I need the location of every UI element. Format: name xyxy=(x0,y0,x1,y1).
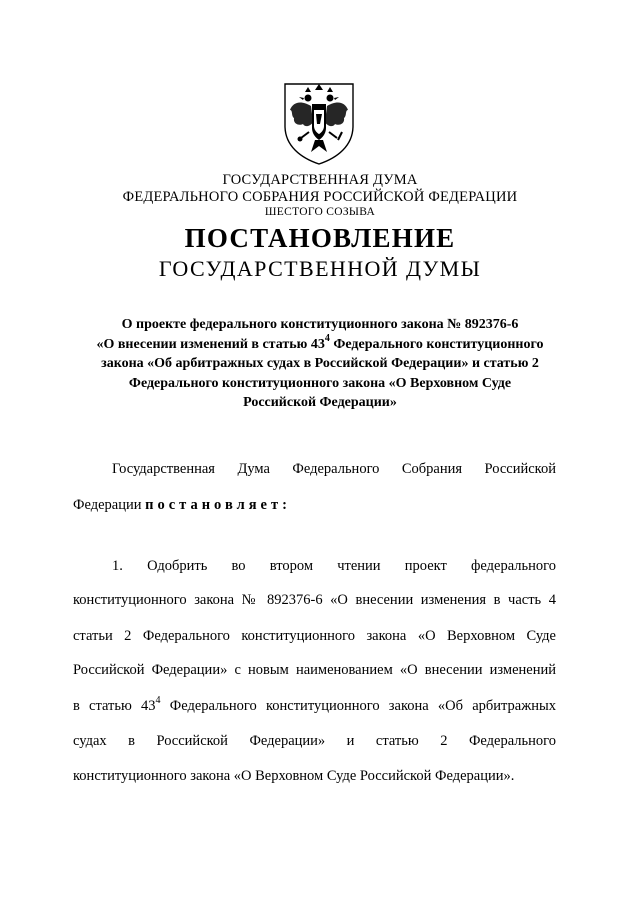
issuing-authority: ГОСУДАРСТВЕННОЙ ДУМЫ xyxy=(158,256,482,281)
paragraph-line: конституционного закона «О Верховном Суде Российской Федерации». xyxy=(73,768,515,784)
resolves-phrase: постановляет: xyxy=(145,497,291,513)
subject-line: Федерального конституционного закона «О Верховном Суде xyxy=(128,375,512,391)
preamble-line: Федерации постановляет: xyxy=(73,497,291,513)
document-subject xyxy=(70,315,570,413)
document-type-title: ПОСТАНОВЛЕНИЕ xyxy=(184,223,456,253)
subject-line: «О внесении изменений в статью $43^4$ Федерального конституционного xyxy=(96,332,544,352)
paragraph-line: конституционного закона № 892376-6 «О внесении изменения в часть 4 xyxy=(73,592,556,608)
paragraph-line: в статью $43^4$ Федерального конституционного закона «Об арбитражных xyxy=(73,695,557,714)
preamble-line: Государственная Дума Федерального Собрания Российской xyxy=(112,461,556,477)
convocation: ШЕСТОГО СОЗЫВА xyxy=(264,206,376,218)
paragraph-line: судах в Российской Федерации» и статью 2 Федерального xyxy=(73,733,556,749)
organization-name: ГОСУДАРСТВЕННАЯ ДУМА xyxy=(222,172,418,188)
subject-line: О проекте федерального конституционного закона № 892376-6 xyxy=(121,317,519,332)
paragraph-line: Российской Федерации» с новым наименованием «О внесении изменений xyxy=(73,662,556,678)
coat-of-arms-icon xyxy=(281,80,357,166)
subject-line: закона «Об арбитражных судах в Российской Федерации» и статью 2 xyxy=(101,356,539,371)
paragraph-line: 1. Одобрить во втором чтении проект федерального xyxy=(112,558,556,574)
organization-subtitle: ФЕДЕРАЛЬНОГО СОБРАНИЯ РОССИЙСКОЙ ФЕДЕРАЦИИ xyxy=(122,189,518,205)
paragraph-line: статьи 2 Федерального конституционного закона «О Верховном Суде xyxy=(73,628,556,644)
subject-line: Российской Федерации» xyxy=(243,395,397,410)
